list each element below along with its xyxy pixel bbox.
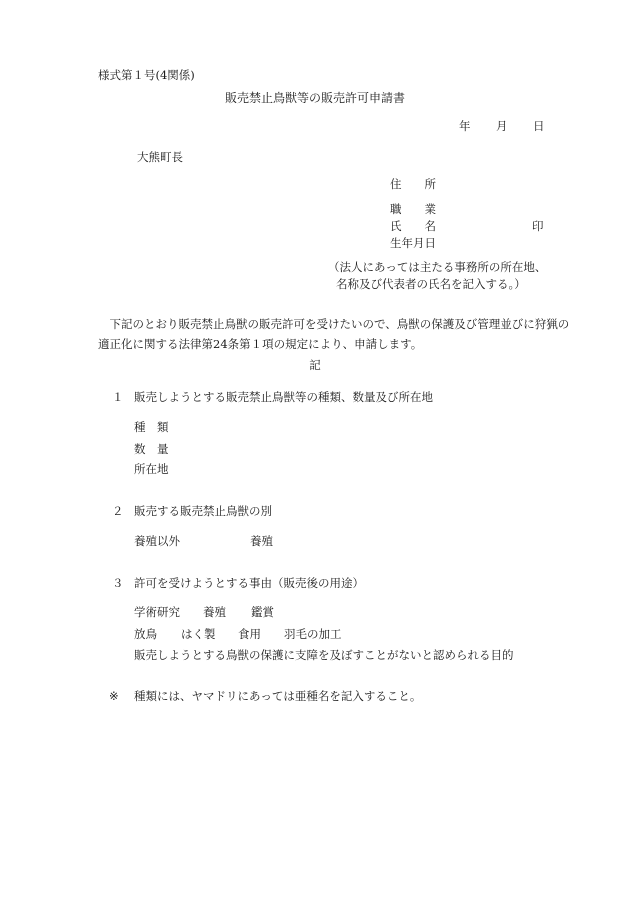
section-2-option-non-farmed: 養殖以外 <box>134 534 180 548</box>
section-2-title: 販売する販売禁止鳥獣の別 <box>134 504 272 518</box>
address-label: 住 所 <box>390 177 436 191</box>
section-1-number: １ <box>112 390 124 404</box>
birthdate-label: 生年月日 <box>390 236 436 250</box>
document-title: 販売禁止鳥獣等の販売許可申請書 <box>224 91 405 105</box>
addressee: 大熊町長 <box>137 150 183 164</box>
occupation-label: 職 業 <box>390 202 436 216</box>
request-paragraph: 下記のとおり販売禁止鳥獣の販売許可を受けたいので、鳥獣の保護及び管理並びに狩猟の適正化に関する法律第24条第１項の規定により、申請します。 <box>98 317 570 351</box>
section-2-number: ２ <box>112 504 124 518</box>
form-number: 様式第１号(4関係) <box>98 68 195 82</box>
corporate-note-line1: （法人にあっては主たる事務所の所在地、 <box>328 260 547 274</box>
purpose-release: 放鳥 <box>134 627 157 641</box>
section-2-option-farmed: 養殖 <box>250 534 273 548</box>
section-1-item-quantity: 数 量 <box>134 442 169 456</box>
name-label: 氏 名 <box>390 219 436 233</box>
footnote-text: 種類には、ヤマドリにあっては亜種名を記入すること。 <box>134 689 422 703</box>
date-day: 日 <box>533 119 545 133</box>
purpose-taxidermy: はく製 <box>181 627 216 641</box>
purpose-viewing: 鑑賞 <box>251 605 274 619</box>
section-1-title: 販売しようとする販売禁止鳥獣等の種類、数量及び所在地 <box>134 390 433 404</box>
purpose-food: 食用 <box>238 627 261 641</box>
corporate-note <box>328 259 546 293</box>
date-month: 月 <box>496 119 508 133</box>
section-1-item-location: 所在地 <box>134 462 169 476</box>
footnote-mark: ※ <box>109 689 119 703</box>
ki-heading: 記 <box>309 358 321 372</box>
purpose-academic: 学術研究 <box>134 605 180 619</box>
section-1-item-type: 種 類 <box>134 420 169 434</box>
date-year: 年 <box>459 119 471 133</box>
purpose-feather-processing: 羽毛の加工 <box>284 627 342 641</box>
purpose-other: 販売しようとする鳥獣の保護に支障を及ぼすことがないと認められる目的 <box>134 648 514 662</box>
corporate-note-line2: 名称及び代表者の氏名を記入する。） <box>336 277 526 291</box>
section-3-number: ３ <box>112 576 124 590</box>
purpose-breeding: 養殖 <box>203 605 226 619</box>
seal-mark: 印 <box>532 219 544 233</box>
section-3-title: 許可を受けようとする事由（販売後の用途） <box>134 576 364 590</box>
